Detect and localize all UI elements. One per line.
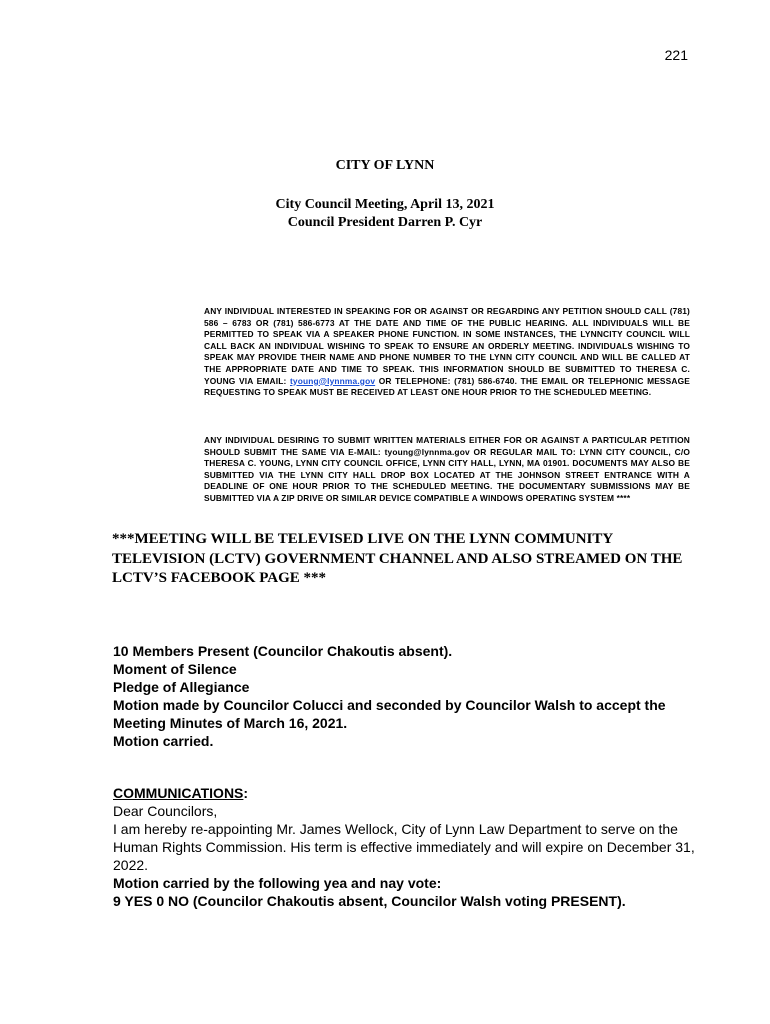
speaking-notice-text: ANY INDIVIDUAL INTERESTED IN SPEAKING FOR OR AGAINST OR REGARDING ANY PETITION SHOULD CALL (781) 586 – 6783 OR (781) 586-6773 AT THE DATE AND TIME OF THE PUBLIC HEARING. ALL INDIVIDUALS WILL BE PERMITTED TO SPEAK VIA A SPEAKER PHONE FUNCTION. IN SOME INSTANCES, THE LYNNCITY COUNCIL WILL CALL BACK AN INDIVIDUAL WISHING TO SPEAK TO ENSURE AN ORDERLY MEETING. INDIVIDUALS WISHING TO SPEAK MAY PROVIDE THEIR NAME AND PHONE NUMBER TO THE LYNN CITY COUNCIL AND WILL BE CALLED AT THE APPROPRIATE DATE AND TIME TO SPEAK. THIS INFORMATION SHOULD BE SUBMITTED TO THERESA C. YOUNG VIA EMAIL: <box>204 306 690 386</box>
moment-of-silence: Moment of Silence <box>113 661 237 677</box>
communications-heading: COMMUNICATIONS <box>113 785 244 801</box>
communications-heading-line <box>113 784 713 802</box>
communications-section <box>113 784 713 910</box>
vote-result: 9 YES 0 NO (Councilor Chakoutis absent, Councilor Walsh voting PRESENT). <box>113 893 626 909</box>
submission-notice: ANY INDIVIDUAL DESIRING TO SUBMIT WRITTEN MATERIALS EITHER FOR OR AGAINST A PARTICULAR PETITION SHOULD SUBMIT THE SAME VIA E-MAIL: tyoung@lynnma.gov OR REGULAR MAIL TO: LYNN CITY COUNCIL, C/O THERESA C. YOUNG, LYNN CITY COUNCIL OFFICE, LYNN CITY HALL, LYNN, MA 01901. DOCUMENTS MAY ALSO BE SUBMITTED VIA THE LYNN CITY HALL DROP BOX LOCATED AT THE JOHNSON STREET ENTRANCE WITH A DEADLINE OF ONE HOUR PRIOR TO THE SCHEDULED MEETING. THE DOCUMENTARY SUBMISSIONS MAY BE SUBMITTED VIA A ZIP DRIVE OR SIMILAR DEVICE COMPATIBLE A WINDOWS OPERATING SYSTEM **** <box>204 435 690 503</box>
email-link[interactable]: tyoung@lynnma.gov <box>289 375 376 386</box>
minutes-motion: Motion made by Councilor Colucci and seconded by Councilor Walsh to accept the Meeting Minutes of March 16, 2021. <box>113 697 666 731</box>
page-number: 221 <box>664 47 688 63</box>
meeting-title: City Council Meeting, April 13, 2021 <box>275 197 495 212</box>
communication-body: I am hereby re-appointing Mr. James Wellock, City of Lynn Law Department to serve on the Human Rights Commission. His term is effective immediately and will expire on December 31, 2022. <box>113 821 695 873</box>
proceedings <box>113 642 713 750</box>
salutation: Dear Councilors, <box>113 803 218 819</box>
members-present: 10 Members Present (Councilor Chakoutis absent). <box>113 643 453 659</box>
motion-carried: Motion carried. <box>113 733 214 749</box>
vote-intro: Motion carried by the following yea and nay vote: <box>113 875 442 891</box>
televised-notice: ***MEETING WILL BE TELEVISED LIVE ON THE LYNN COMMUNITY TELEVISION (LCTV) GOVERNMENT CHANNEL AND ALSO STREAMED ON THE LCTV’S FACEBOOK PAGE *** <box>112 531 683 586</box>
communications-colon: : <box>243 785 249 801</box>
city-title: CITY OF LYNN <box>335 158 435 173</box>
pledge-of-allegiance: Pledge of Allegiance <box>113 679 250 695</box>
council-president: Council President Darren P. Cyr <box>287 215 483 230</box>
speaking-notice <box>204 306 690 399</box>
speaking-notice-text-cont: OR TELEPHONE: (781) 586-6740. THE EMAIL OR TELEPHONIC MESSAGE REQUESTING TO SPEAK MUST BE RECEIVED AT LEAST ONE HOUR PRIOR TO THE SCHEDULED MEETING. <box>204 375 691 398</box>
